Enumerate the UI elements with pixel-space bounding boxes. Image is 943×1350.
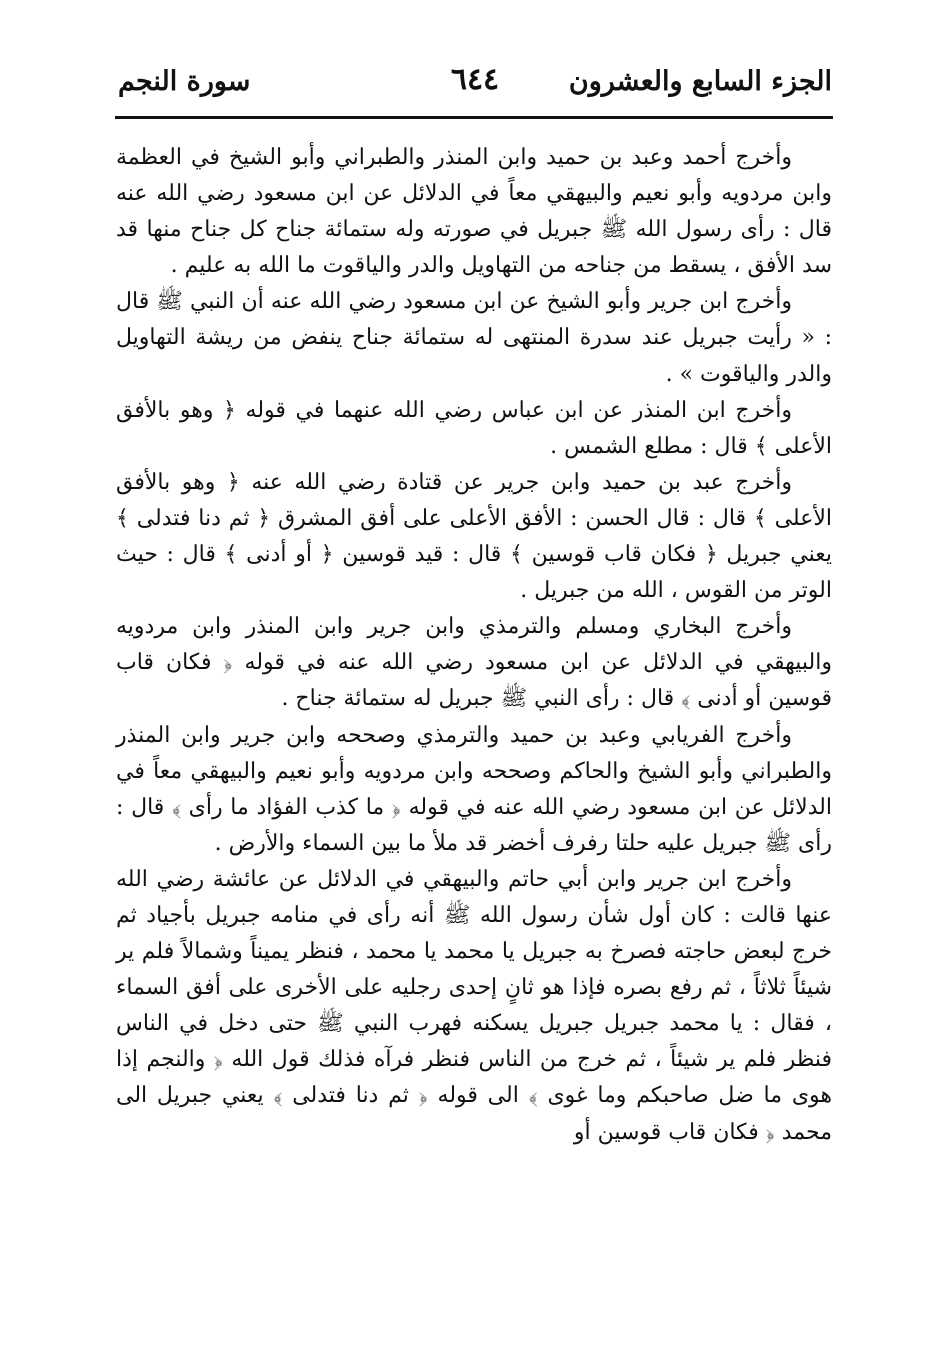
paragraph-5: وأخرج البخاري ومسلم والترمذي وابن جرير وابن المنذر وابن مردويه والبيهقي في الدلائل عن ابن مسعود رضي الله عنه في قوله ﴿ فكان قاب قوسين أو أدنى ﴾ قال : رأى النبي ﷺ جبريل له ستمائة جناح . (116, 614, 832, 712)
page-header (118, 62, 832, 106)
paragraph-6: وأخرج الفريابي وعبد بن حميد والترمذي وصححه وابن جرير وابن المنذر والطبراني وأبو الشيخ والحاكم وصححه وابن مردويه وأبو نعيم والبيهقي معاً في الدلائل عن ابن مسعود رضي الله عنه في قوله ﴿ ما كذب الفؤاد ما رأى ﴾ قال : رأى ﷺ جبريل عليه حلتا رفرف أخضر قد ملأ ما بين السماء والأرض . (116, 722, 832, 856)
page-body (116, 140, 832, 1151)
paragraph-4: وأخرج عبد بن حميد وابن جرير عن قتادة رضي الله عنه ﴿ وهو بالأفق الأعلى ﴾ قال : قال الحسن : الأفق الأعلى على أفق المشرق ﴿ ثم دنا فتدلى ﴾ يعني جبريل ﴿ فكان قاب قوسين ﴾ قال : قيد قوسين ﴿ أو أدنى ﴾ قال : حيث الوتر من القوس ، الله من جبريل . (116, 469, 832, 604)
header-divider (115, 116, 833, 119)
part-title: الجزء السابع والعشرون (568, 66, 832, 97)
paragraph-1: وأخرج أحمد وعبد بن حميد وابن المنذر والطبراني وأبو الشيخ في العظمة وابن مردويه وأبو نعيم والبيهقي معاً في الدلائل عن ابن مسعود رضي الله عنه قال : رأى رسول الله ﷺ جبريل في صورته وله ستمائة جناح كل جناح منها قد سد الأفق ، يسقط من جناحه من التهاويل والدر والياقوت ما الله به عليم . (116, 145, 832, 279)
paragraph-7: وأخرج ابن جرير وابن أبي حاتم والبيهقي في الدلائل عن عائشة رضي الله عنها قالت : كان أول شأن رسول الله ﷺ أنه رأى في منامه جبريل بأجياد ثم خرج لبعض حاجته فصرخ به جبريل يا محمد يا محمد ، فنظر يميناً وشمالاً فلم ير شيئاً ثلاثاً ، ثم رفع بصره فإذا هو ثانٍ إحدى رجليه على الأخرى على أفق السماء ، فقال : يا محمد جبريل جبريل يسكنه فهرب النبي ﷺ حتى دخل في الناس فنظر فلم ير شيئاً ، ثم خرج من الناس فنظر فرآه فذلك قول الله ﴿ والنجم إذا هوى ما ضل صاحبكم وما غوى ﴾ الى قوله ﴿ ثم دنا فتدلى ﴾ يعني جبريل الى محمد ﴿ فكان قاب قوسين أو (116, 866, 832, 1145)
surah-title: سورة النجم (118, 66, 251, 97)
paragraph-3: وأخرج ابن المنذر عن ابن عباس رضي الله عنهما في قوله ﴿ وهو بالأفق الأعلى ﴾ قال : مطلع الشمس . (116, 397, 832, 459)
paragraph-2: وأخرج ابن جرير وأبو الشيخ عن ابن مسعود رضي الله عنه أن النبي ﷺ قال : « رأيت جبريل عند سدرة المنتهى له ستمائة جناح ينفض من ريشة التهاويل والدر والياقوت » . (116, 289, 832, 387)
page-number: ٦٤٤ (450, 62, 500, 97)
